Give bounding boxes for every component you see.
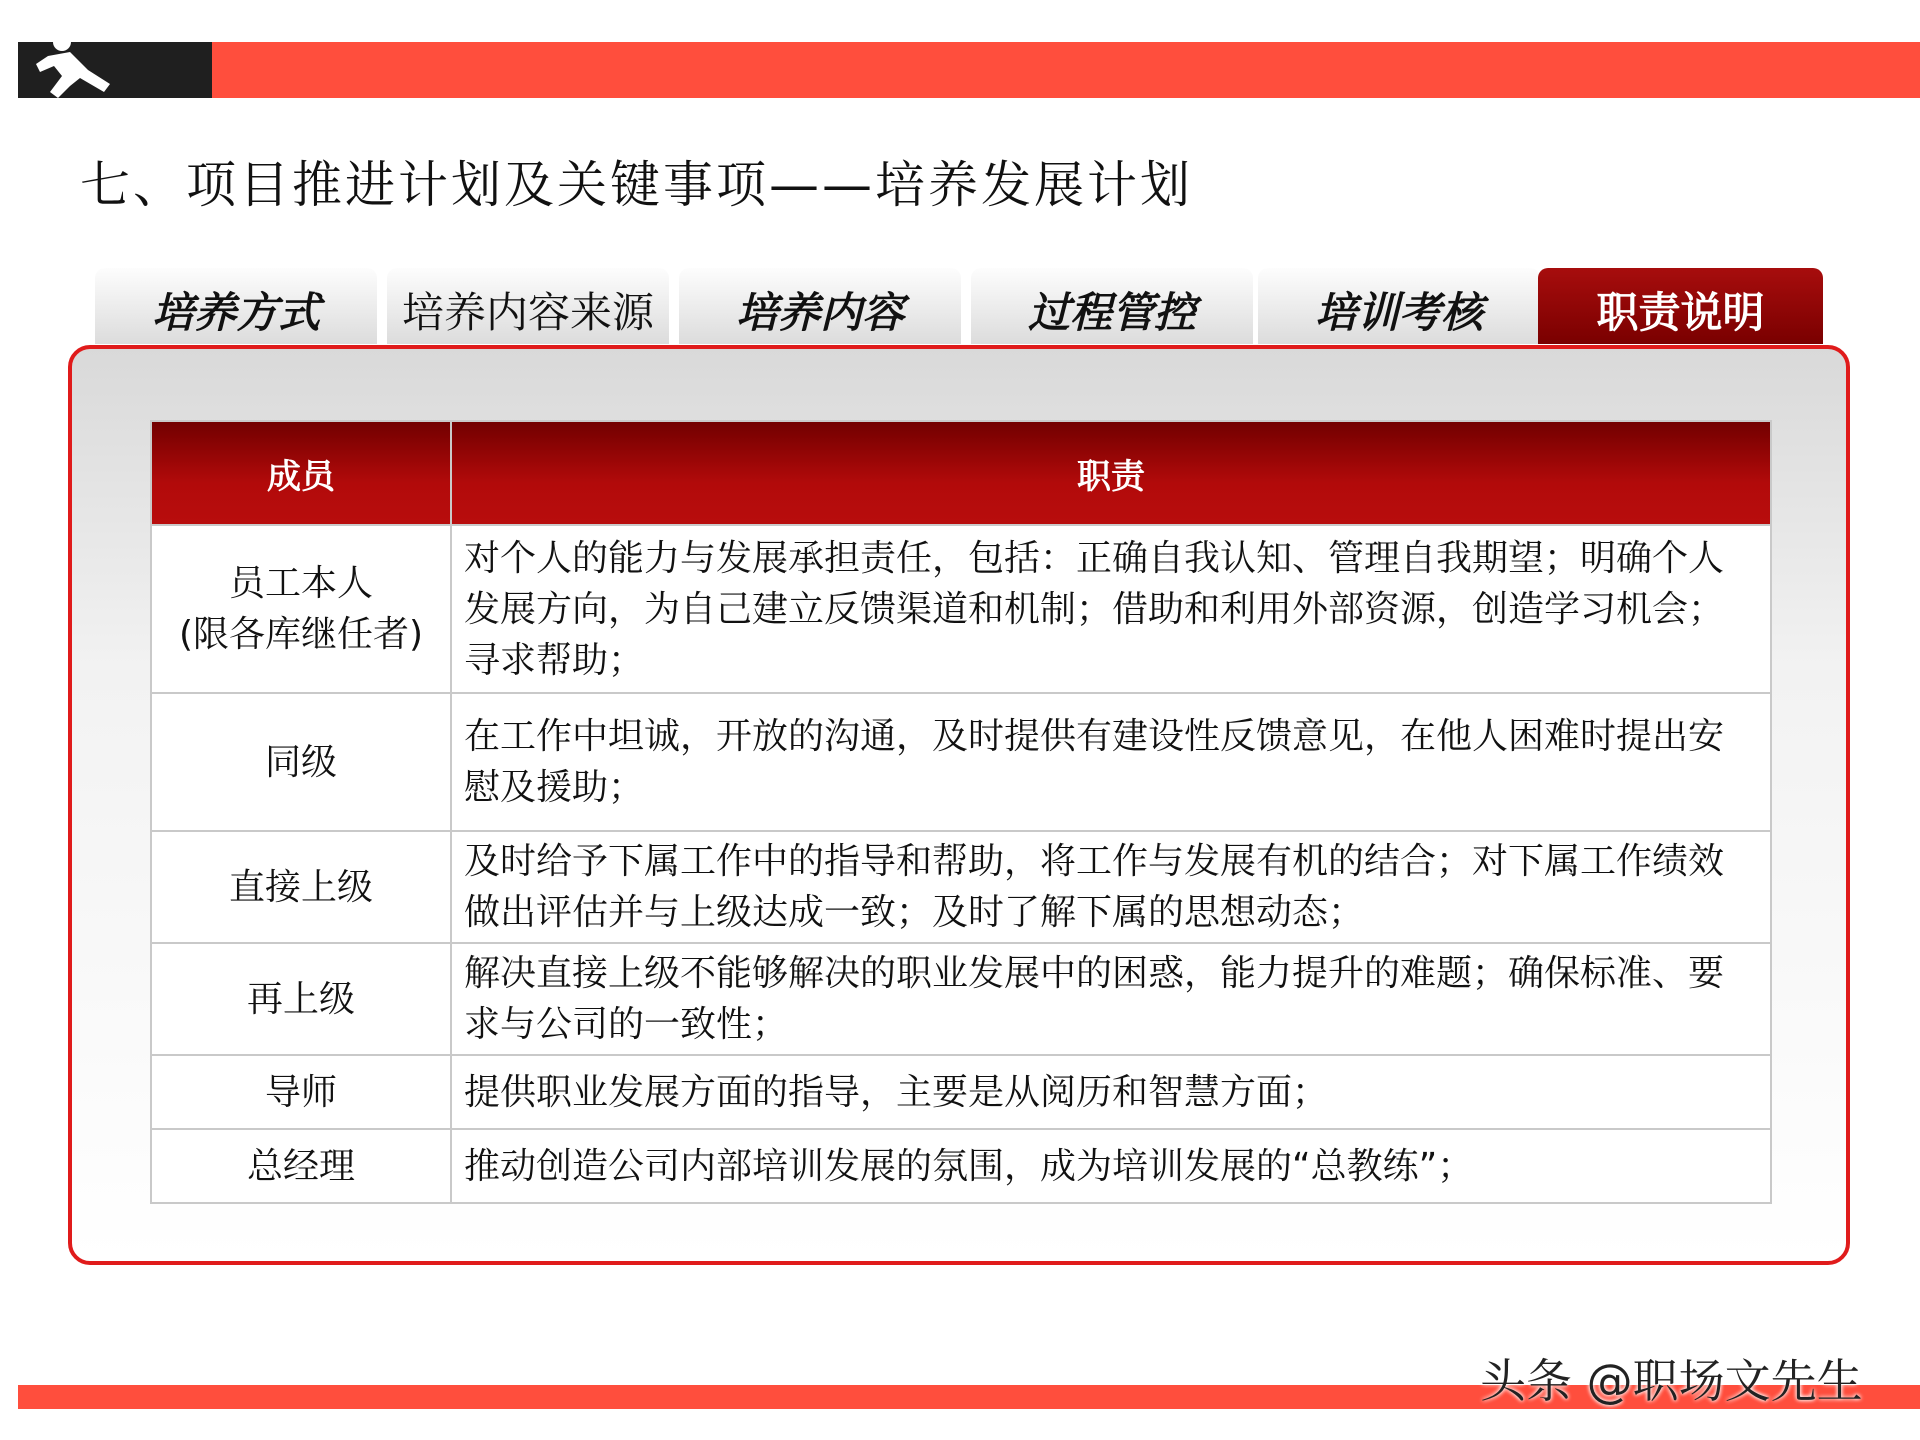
tab-training-content[interactable]: 培养内容 — [679, 268, 961, 344]
member-note: (限各库继任者) — [178, 614, 424, 655]
tab-training-assessment[interactable]: 培训考核 — [1258, 268, 1540, 344]
member-cell: 直接上级 — [151, 831, 451, 943]
responsibility-table — [150, 420, 1772, 1204]
table-header-row — [151, 421, 1771, 525]
tab-responsibilities[interactable]: 职责说明 — [1538, 268, 1823, 344]
top-bar-red — [212, 42, 1920, 98]
duty-cell: 及时给予下属工作中的指导和帮助，将工作与发展有机的结合；对下属工作绩效做出评估并与上级达成一致；及时了解下属的思想动态； — [451, 831, 1771, 943]
page-title: 七、项目推进计划及关键事项——培养发展计划 — [80, 156, 1193, 214]
member-cell: 同级 — [151, 693, 451, 831]
header-duty: 职责 — [451, 421, 1771, 525]
tab-training-method[interactable]: 培养方式 — [95, 268, 377, 344]
running-figure-logo-icon — [18, 22, 128, 102]
tab-process-control[interactable]: 过程管控 — [971, 268, 1253, 344]
member-cell: 再上级 — [151, 943, 451, 1055]
member-cell: 总经理 — [151, 1129, 451, 1203]
tab-content-source[interactable]: 培养内容来源 — [387, 268, 669, 344]
duty-cell: 推动创造公司内部培训发展的氛围，成为培训发展的“总教练”； — [451, 1129, 1771, 1203]
watermark: 头条 @职场文先生 — [1480, 1354, 1863, 1408]
header-member: 成员 — [151, 421, 451, 525]
member-cell: 导师 — [151, 1055, 451, 1129]
tab-bar — [95, 268, 1825, 344]
duty-cell: 提供职业发展方面的指导，主要是从阅历和智慧方面； — [451, 1055, 1771, 1129]
member-cell — [151, 525, 451, 693]
table-row — [151, 831, 1771, 943]
table-row — [151, 525, 1771, 693]
table-row — [151, 1129, 1771, 1203]
duty-cell: 在工作中坦诚，开放的沟通，及时提供有建设性反馈意见，在他人困难时提出安慰及援助； — [451, 693, 1771, 831]
member-name: 员工本人 — [228, 563, 373, 604]
table-row — [151, 693, 1771, 831]
table-row — [151, 1055, 1771, 1129]
duty-cell: 对个人的能力与发展承担责任，包括：正确自我认知、管理自我期望；明确个人发展方向，为自己建立反馈渠道和机制；借助和利用外部资源，创造学习机会；寻求帮助； — [451, 525, 1771, 693]
table-row — [151, 943, 1771, 1055]
duty-cell: 解决直接上级不能够解决的职业发展中的困惑，能力提升的难题；确保标准、要求与公司的一致性； — [451, 943, 1771, 1055]
